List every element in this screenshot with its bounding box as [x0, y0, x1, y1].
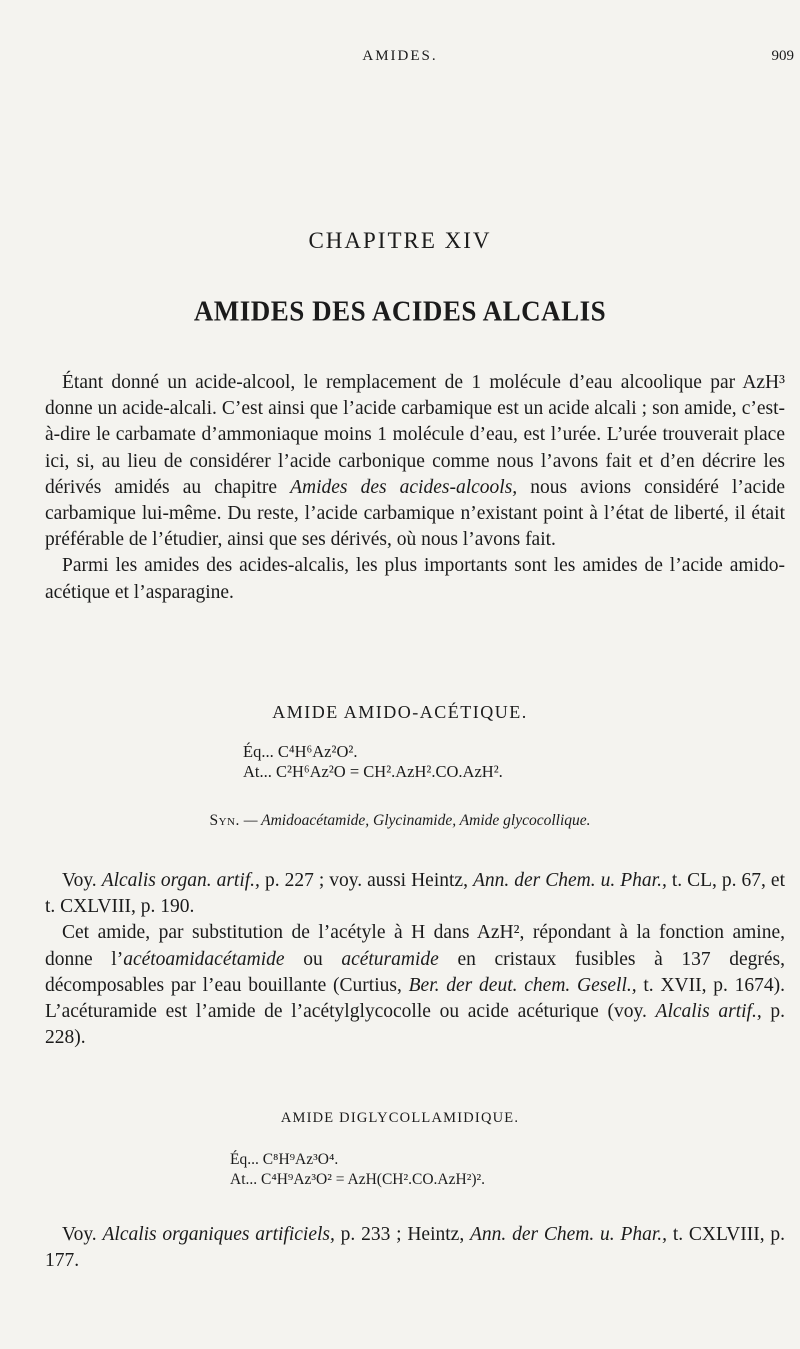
ref2-mid: p. 233 ; Heintz,: [340, 1224, 465, 1245]
section2-body: [45, 1222, 785, 1274]
eq-label-2: Éq...: [230, 1151, 259, 1168]
synonyms-line: [0, 812, 800, 830]
intro-paragraph-1: [45, 370, 785, 553]
ref2-voy: Voy.: [62, 1224, 97, 1245]
ref-end: t. CL, p. 67, et t. CXLVIII, p. 190.: [45, 870, 785, 918]
p2-mid: en cristaux fusibles à 137 degrés, décomposables par l’eau bouillante (Curtius,: [45, 948, 786, 996]
formula-at-line-2: [230, 1170, 485, 1190]
chapter-title: AMIDES DES ACIDES ALCALIS: [193, 295, 607, 327]
p2-end: p. 228).: [45, 1001, 786, 1049]
at-label: At...: [243, 762, 272, 781]
section1-body: [45, 868, 785, 1051]
eq-formula: C⁴H⁶Az²O².: [277, 742, 358, 761]
eq-formula-2: C⁸H⁹Az³O⁴.: [262, 1151, 339, 1168]
p2-italic-2: acéturamide: [341, 948, 439, 970]
chapter-label: CHAPITRE XIV: [308, 228, 492, 253]
eq-label: Éq...: [243, 742, 274, 761]
page-number: 909: [771, 48, 794, 64]
at-formula-2: C⁴H⁹Az³O² = AzH(CH².CO.AzH²)².: [261, 1171, 486, 1188]
running-head: [0, 48, 800, 72]
at-label-2: At...: [230, 1171, 258, 1188]
p2-ou: ou: [303, 948, 323, 970]
at-formula: C²H⁶Az²O = CH².AzH².CO.AzH².: [276, 762, 503, 781]
p2-start: Cet amide, par substitution de l’acétyle à H dans AzH², répondant à la fonction amine, donne l’: [45, 922, 785, 970]
syn-label: Syn.: [209, 812, 240, 829]
section-title-diglycollamidique: AMIDE DIGLYCOLLAMIDIQUE.: [280, 1110, 520, 1126]
section1-reference: [45, 868, 785, 920]
p2-italic-3: Ber. der deut. chem. Gesell.,: [408, 974, 637, 996]
ref2-italic-2: Ann. der Chem. u. Phar.,: [470, 1224, 668, 1245]
section1-paragraph: [45, 920, 785, 1051]
p2-italic-1: acétoamidacétamide: [123, 948, 285, 970]
ref-voy: Voy.: [62, 870, 97, 891]
intro-p1-italic: Amides des acides-alcools,: [290, 476, 518, 498]
section-title-amido-acetique: AMIDE AMIDO-ACÉTIQUE.: [272, 702, 528, 722]
p2-mid-2: t. XVII, p. 1674). L’acéturamide est l’amide de l’acétylglycocolle ou acide acéturique (voy.: [45, 974, 786, 1023]
intro-text: [45, 370, 785, 606]
ref-italic-1: Alcalis organ. artif.,: [101, 870, 260, 891]
syn-text: — Amidoacétamide, Glycinamide, Amide glycocollique.: [243, 812, 591, 829]
intro-p1-text: Étant donné un acide-alcool, le remplacement de 1 molécule d’eau alcoolique par AzH³ donne un acide-alcali. C’est ainsi que l’acide carbamique est un acide alcali ; son amide, c’est-à-dire le carbamate d’ammoniaque moins 1 molécule d’eau, est l’urée. L’urée trouverait place ici, si, au lieu de considérer l’acide carbonique comme nous l’avons fait et d’en décrire les dérivés amidés au chapitre: [45, 372, 785, 498]
running-head-title: AMIDES.: [362, 48, 438, 64]
formula-eq-line-2: [230, 1150, 485, 1170]
section2-reference: [45, 1222, 785, 1274]
ref2-end: t. CXLVIII, p. 177.: [45, 1224, 785, 1272]
formula-at-line: [243, 762, 503, 782]
formula-block-1: [243, 742, 503, 782]
ref-italic-2: Ann. der Chem. u. Phar.,: [472, 870, 667, 891]
formula-eq-line: [243, 742, 503, 762]
ref2-italic-1: Alcalis organiques artificiels,: [102, 1224, 335, 1245]
p2-italic-4: Alcalis artif.,: [655, 1001, 762, 1023]
formula-block-2: [230, 1150, 485, 1190]
intro-p1-end: nous avions considéré l’acide carbamique lui-même. Du reste, l’acide carbamique n’existant point à l’état de liberté, il était préférable de l’étudier, ainsi que ses dérivés, où nous l’avons fait.: [45, 476, 786, 551]
ref-mid: p. 227 ; voy. aussi Heintz,: [264, 870, 468, 891]
intro-paragraph-2: Parmi les amides des acides-alcalis, les plus importants sont les amides de l’acide amido-acétique et l’asparagine.: [45, 555, 785, 603]
